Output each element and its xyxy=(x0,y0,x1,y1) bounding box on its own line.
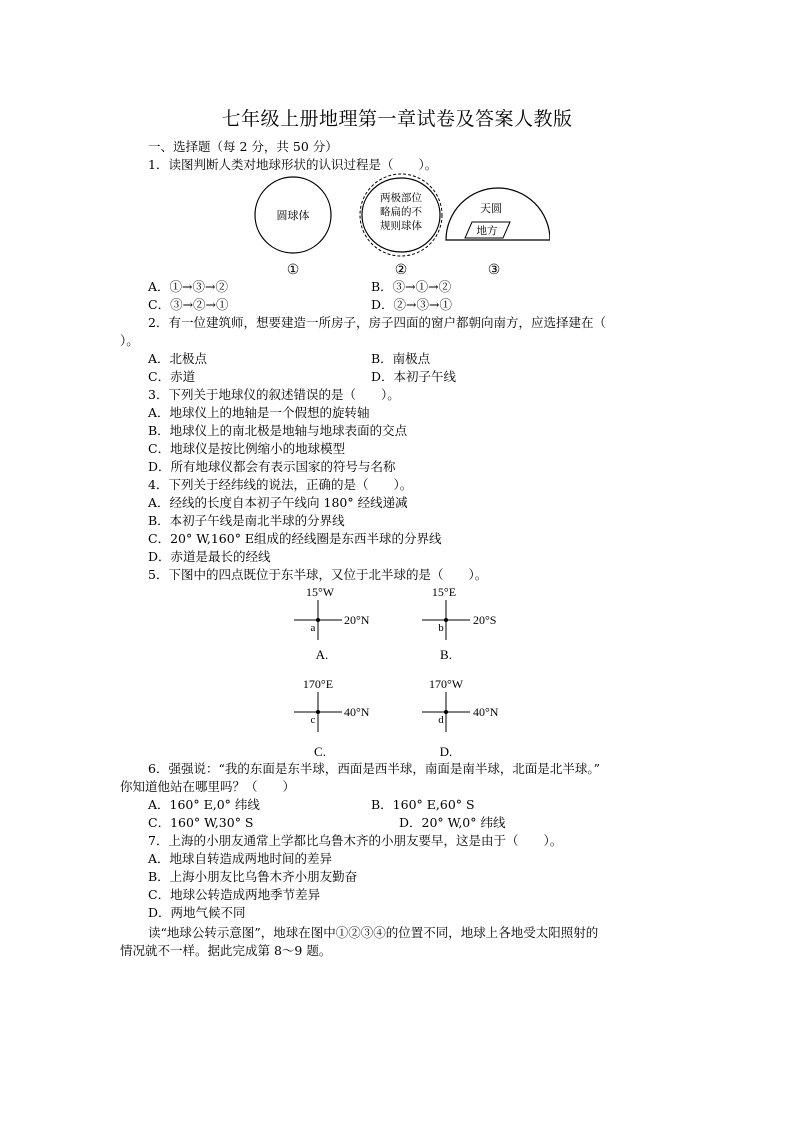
page-title: 七年级上册地理第一章试卷及答案人教版 xyxy=(221,108,573,130)
q2-stem-line2: ）。 xyxy=(120,333,139,348)
panel-d-longitude: 170°W xyxy=(428,677,464,691)
figure-sky-label: 天圆 xyxy=(480,203,502,215)
panel-d-latitude: 40°N xyxy=(473,705,499,719)
panel-d-label: D. xyxy=(439,744,453,759)
panel-a-longitude: 15°W xyxy=(305,585,335,599)
q1-option-b: B．③→①→② xyxy=(371,279,452,294)
q3-option-c: C．地球仪是按比例缩小的地球模型 xyxy=(148,441,346,456)
panel-d xyxy=(422,677,499,759)
q3-option-a: A．地球仪上的地轴是一个假想的旋转轴 xyxy=(148,405,370,420)
panel-d-point: d xyxy=(438,714,444,726)
q1-option-a: A．①→③→② xyxy=(148,279,228,294)
figure-irregular-line3: 规则球体 xyxy=(380,221,422,232)
panel-b-point: b xyxy=(438,622,444,634)
q7-option-c: C．地球公转造成两地季节差异 xyxy=(148,887,321,902)
q1-stem: 1．读图判断人类对地球形状的认识过程是（ ）。 xyxy=(148,157,438,172)
q8-intro-line2: 情况就不一样。据此完成第 8～9 题。 xyxy=(120,943,332,958)
panel-a xyxy=(294,585,370,662)
figure-label-3: ③ xyxy=(487,263,501,278)
earth-shape-figure xyxy=(250,170,550,278)
q7-stem: 7．上海的小朋友通常上学都比乌鲁木齐的小朋友要早，这是由于（ ）。 xyxy=(148,833,563,848)
coordinates-figure xyxy=(280,584,520,764)
q2-option-a: A．北极点 xyxy=(148,351,208,366)
figure-irregular-sphere xyxy=(360,174,442,256)
panel-c xyxy=(294,677,370,759)
panel-c-point: c xyxy=(310,714,316,726)
q8-intro-line1: 读“地球公转示意图”，地球在图中①②③④的位置不同，地球上各地受太阳照射的 xyxy=(148,925,599,940)
panel-c-label: C. xyxy=(314,744,326,759)
q7-option-a: A．地球自转造成两地时间的差异 xyxy=(148,851,333,866)
panel-a-point: a xyxy=(310,622,316,634)
q4-option-a: A．经线的长度自本初子午线向 180° 经线递减 xyxy=(148,495,408,510)
q4-option-d: D．赤道是最长的经线 xyxy=(148,549,271,564)
figure-round-sky-square-earth xyxy=(446,188,550,240)
section-heading: 一、选择题（每 2 分，共 50 分） xyxy=(148,139,338,154)
q6-stem-line2: 你知道他站在哪里吗？（ ） xyxy=(120,779,296,794)
figure-label-2: ② xyxy=(394,263,408,278)
figure-label-1: ① xyxy=(286,263,300,278)
q6-option-c: C．160° W,30° S xyxy=(148,815,254,830)
q3-stem: 3．下列关于地球仪的叙述错误的是（ ）。 xyxy=(148,387,400,402)
q7-option-d: D．两地气候不同 xyxy=(148,905,246,920)
q3-option-d: D．所有地球仪都会有表示国家的符号与名称 xyxy=(148,459,396,474)
q7-option-b: B．上海小朋友比乌鲁木齐小朋友勤奋 xyxy=(148,869,358,884)
q4-option-c: C．20° W,160° E组成的经线圈是东西半球的分界线 xyxy=(148,531,442,546)
panel-b xyxy=(422,585,496,662)
q2-option-d: D．本初子午线 xyxy=(371,369,457,384)
panel-c-longitude: 170°E xyxy=(302,677,334,691)
panel-a-label: A. xyxy=(315,647,329,662)
q6-option-a: A．160° E,0° 纬线 xyxy=(148,797,260,812)
q4-stem: 4．下列关于经纬线的说法，正确的是（ ）。 xyxy=(148,477,413,492)
figure-irregular-line1: 两极部位 xyxy=(380,193,422,204)
panel-b-latitude: 20°S xyxy=(473,613,497,627)
q1-option-c: C．③→②→① xyxy=(148,297,229,312)
figure-round-sphere xyxy=(255,177,331,253)
panel-b-label: B. xyxy=(440,647,452,662)
panel-a-latitude: 20°N xyxy=(344,613,370,627)
q2-stem-line1: 2．有一位建筑师，想要建造一所房子，房子四面的窗户都朝向南方，应选择建在（ xyxy=(148,315,606,330)
q6-stem-line1: 6．强强说：“我的东面是东半球，西面是西半球，南面是南半球，北面是北半球。” xyxy=(148,761,600,776)
q6-option-b: B．160° E,60° S xyxy=(371,797,475,812)
figure-round-sphere-label: 圆球体 xyxy=(276,210,310,222)
q2-option-c: C．赤道 xyxy=(148,369,196,384)
q2-option-b: B．南极点 xyxy=(371,351,431,366)
panel-b-longitude: 15°E xyxy=(431,585,457,599)
figure-earth-label: 地方 xyxy=(476,226,498,237)
q3-option-b: B．地球仪上的南北极是地轴与地球表面的交点 xyxy=(148,423,408,438)
q1-option-d: D．②→③→① xyxy=(371,297,452,312)
panel-c-latitude: 40°N xyxy=(344,705,370,719)
q5-stem: 5．下图中的四点既位于东半球，又位于北半球的是（ ）。 xyxy=(148,567,488,582)
figure-irregular-line2: 略扁的不 xyxy=(380,207,422,218)
q4-option-b: B．本初子午线是南北半球的分界线 xyxy=(148,513,345,528)
q6-option-d: D．20° W,0° 纬线 xyxy=(399,815,506,830)
